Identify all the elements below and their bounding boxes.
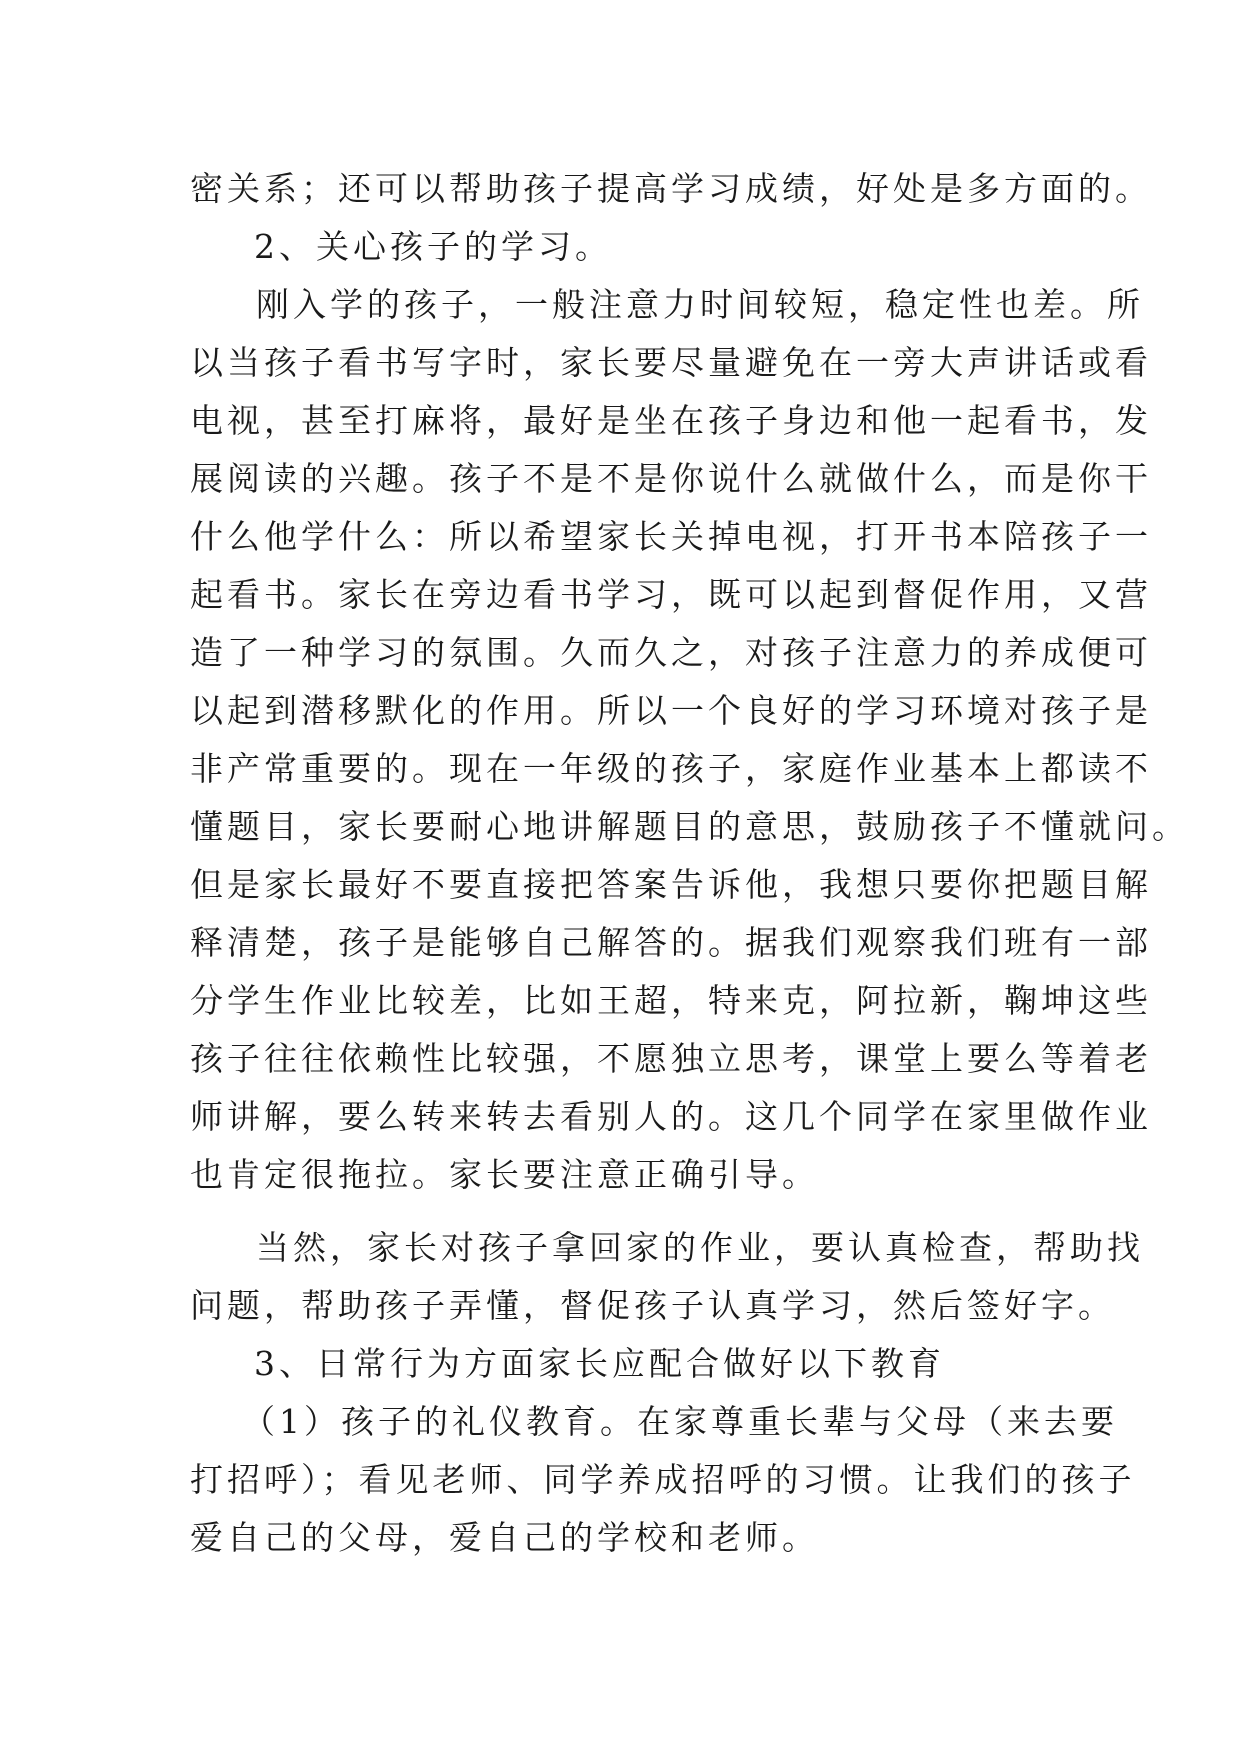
section-heading: 3、日常行为方面家长应配合做好以下教育 — [254, 1344, 945, 1383]
paragraph-line: 懂题目，家长要耐心地讲解题目的意思，鼓励孩子不懂就问。 — [190, 807, 1189, 846]
paragraph-line: 非产常重要的。现在一年级的孩子，家庭作业基本上都读不 — [190, 749, 1152, 788]
paragraph-line: 以当孩子看书写字时，家长要尽量避免在一旁大声讲话或看 — [190, 343, 1152, 382]
paragraph-line: 起看书。家长在旁边看书学习，既可以起到督促作用，又营 — [190, 575, 1152, 614]
paragraph-line: 造了一种学习的氛围。久而久之，对孩子注意力的养成便可 — [190, 633, 1152, 672]
paragraph-line: 分学生作业比较差，比如王超，特来克，阿拉新，鞠坤这些 — [190, 981, 1152, 1020]
paragraph-line: 什么他学什么：所以希望家长关掉电视，打开书本陪孩子一 — [190, 517, 1152, 556]
paragraph-line: 刚入学的孩子，一般注意力时间较短，稳定性也差。所 — [256, 285, 1144, 324]
paragraph-line: 但是家长最好不要直接把答案告诉他，我想只要你把题目解 — [190, 865, 1152, 904]
paragraph-line: 师讲解，要么转来转去看别人的。这几个同学在家里做作业 — [190, 1097, 1152, 1136]
paragraph-line: 打招呼）；看见老师、同学养成招呼的习惯。让我们的孩子 — [190, 1460, 1136, 1499]
paragraph-line: 密关系；还可以帮助孩子提高学习成绩，好处是多方面的。 — [190, 169, 1152, 208]
paragraph-line: 爱自己的父母，爱自己的学校和老师。 — [190, 1518, 819, 1557]
paragraph-line: 也肯定很拖拉。家长要注意正确引导。 — [190, 1155, 819, 1194]
subsection-line: （1）孩子的礼仪教育。在家尊重长辈与父母（来去要 — [242, 1402, 1118, 1441]
paragraph-line: 展阅读的兴趣。孩子不是不是你说什么就做什么，而是你干 — [190, 459, 1152, 498]
paragraph-line: 释清楚，孩子是能够自己解答的。据我们观察我们班有一部 — [190, 923, 1152, 962]
paragraph-line: 孩子往往依赖性比较强，不愿独立思考，课堂上要么等着老 — [190, 1039, 1152, 1078]
paragraph-line: 以起到潜移默化的作用。所以一个良好的学习环境对孩子是 — [190, 691, 1152, 730]
paragraph-line: 当然，家长对孩子拿回家的作业，要认真检查，帮助找 — [256, 1228, 1144, 1267]
section-heading: 2、关心孩子的学习。 — [254, 227, 612, 266]
paragraph-line: 问题，帮助孩子弄懂，督促孩子认真学习，然后签好字。 — [190, 1286, 1115, 1325]
paragraph-line: 电视，甚至打麻将，最好是坐在孩子身边和他一起看书，发 — [190, 401, 1152, 440]
